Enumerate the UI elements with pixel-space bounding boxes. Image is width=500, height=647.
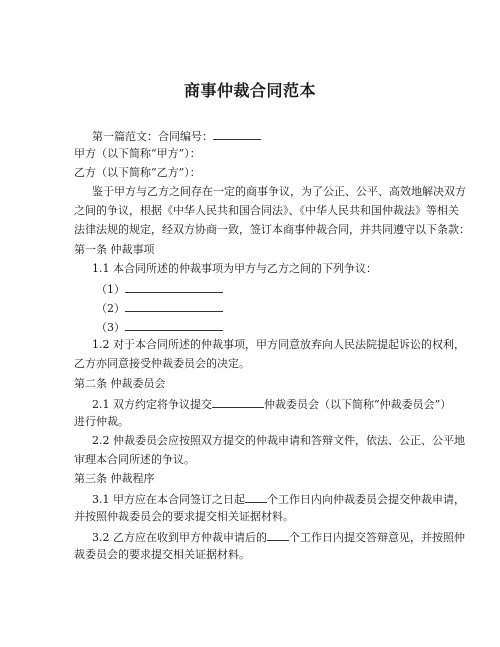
item-1 [96, 281, 223, 297]
clause-1-2-line-1: 1.2 对于本合同所述的仲裁事项，甲方同意放弃向人民法院提起诉讼的权利， [92, 338, 465, 351]
clause-2-1-line-1 [92, 396, 451, 412]
clause-3-2-line-2: 裁委员会的要求提交相关证据材料。 [74, 548, 250, 561]
clause-3-1-line-1 [92, 491, 465, 507]
preamble-line-2: 之间的争议，根据《中华人民共和国合同法》、《中华人民共和国仲裁法》等相关 [74, 204, 459, 217]
clause-1-2-line-2: 乙方亦同意接受仲裁委员会的决定。 [74, 357, 250, 370]
clause-3-2-pre: 3.2 乙方应在收到甲方仲裁申请后的 [92, 531, 267, 544]
article-3-title: 第三条 仲裁程序 [74, 472, 155, 485]
contract-number-line [92, 128, 261, 144]
article-2-title: 第二条 仲裁委员会 [74, 377, 166, 390]
contract-number-blank [213, 128, 261, 140]
days-blank-1 [245, 491, 267, 503]
intro-text: 第一篇范文：合同编号： [92, 130, 213, 143]
item-2-label: （2） [96, 302, 125, 315]
article-1-title: 第一条 仲裁事项 [74, 243, 155, 256]
item-2 [96, 300, 223, 316]
document-title: 商事仲裁合同范本 [183, 81, 316, 100]
preamble-line-3: 法律法规的规定，经双方协商一致，签订本商事仲裁合同，并共同遵守以下条款： [74, 223, 470, 236]
clause-2-2-line-1: 2.2 仲裁委员会应按照双方提交的仲裁申请和答辩文件，依法、公正、公平地 [92, 434, 465, 447]
clause-2-1-line-2: 进行仲裁。 [74, 415, 129, 428]
clause-1-1: 1.1 本合同所述的仲裁事项为甲方与乙方之间的下列争议： [92, 262, 377, 275]
item-1-blank [125, 281, 223, 293]
item-3-label: （3） [96, 321, 125, 334]
item-2-blank [125, 300, 223, 312]
preamble-line-1: 鉴于甲方与乙方之间存在一定的商事争议，为了公正、公平、高效地解决双方 [92, 185, 466, 198]
item-3-blank [125, 319, 223, 331]
clause-2-1-pre: 2.1 双方约定将争议提交 [92, 398, 212, 411]
item-1-label: （1） [96, 283, 125, 296]
arbitration-commission-blank [212, 396, 264, 408]
party-b-line: 乙方（以下简称“乙方”）： [74, 166, 201, 179]
item-3 [96, 319, 223, 335]
clause-2-1-post: 仲裁委员会（以下简称“仲裁委员会”） [264, 398, 452, 411]
clause-3-2-line-1 [92, 529, 465, 545]
clause-3-2-post: 个工作日内提交答辩意见，并按照仲 [289, 531, 465, 544]
clause-3-1-pre: 3.1 甲方应在本合同签订之日起 [92, 493, 245, 506]
party-a-line: 甲方（以下简称“甲方”）： [74, 147, 201, 160]
days-blank-2 [267, 529, 289, 541]
clause-2-2-line-2: 审理本合同所述的争议。 [74, 453, 195, 466]
clause-3-1-post: 个工作日内向仲裁委员会提交仲裁申请， [267, 493, 465, 506]
clause-3-1-line-2: 并按照仲裁委员会的要求提交相关证据材料。 [74, 510, 294, 523]
